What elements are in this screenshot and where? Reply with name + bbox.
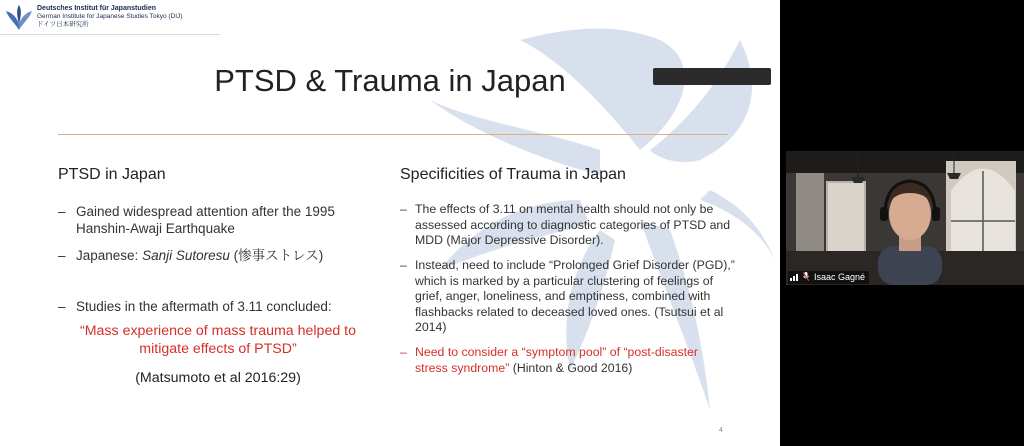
bullet-red-text: Need to consider a “symptom pool” of “post-disaster stress syndrome” [415,345,698,375]
bullet-suffix: (惨事ストレス) [229,248,324,263]
bullet-text: Studies in the aftermath of 3.11 concluded: [76,299,332,314]
title-divider [58,134,728,135]
left-bullet-2 [58,247,368,264]
participant-video-feed [786,151,1024,285]
bullet-dash: – [58,299,66,314]
bullet-text: The effects of 3.11 on mental health should not only be assessed according to diagnostic categories of PTSD and MDD (Major Depressive Disorder). [415,202,731,247]
participant-name-label [788,271,869,284]
bullet-text: Instead, need to include “Prolonged Grief Disorder (PGD),” which is marked by a particular clustering of feelings of grief, anger, loneliness, and emptiness, combined with flashbacks related to deceased loved ones. (Tsutsui et al 2014) [415,258,735,334]
logo-line-3: ドイツ日本研究所 [37,21,89,28]
right-bullet-1 [400,202,735,249]
left-bullet-3 [58,298,378,315]
bullet-dash: – [400,345,407,359]
bullet-dash: – [400,202,407,216]
logo-line-1: Deutsches Institut für Japanstudien [37,5,157,12]
bullet-black-text: (Hinton & Good 2016) [509,360,633,375]
right-column-heading: Specificities of Trauma in Japan [400,166,626,183]
logo-line-2: German Institute for Japanese Studies Tokyo (DIJ) [37,13,183,20]
bullet-dash: – [400,258,407,272]
bullet-italic-term: Sanji Sutoresu [142,248,230,263]
bullet-text: Gained widespread attention after the 1995 Hanshin-Awaji Earthquake [76,204,335,236]
left-bullet-1 [58,203,368,237]
bullet-prefix: Japanese: [76,248,143,263]
page-number: 4 [719,427,723,434]
red-quote: “Mass experience of mass trauma helped to mitigate effects of PTSD” [80,323,356,357]
participant-name: Isaac Gagné [814,272,866,282]
dij-logo [4,3,224,33]
right-bullet-2 [400,258,740,336]
signal-strength-icon [790,272,800,281]
right-bullet-3 [400,345,730,376]
bullet-dash: – [58,248,66,263]
redaction-bar [653,68,771,85]
left-column-heading: PTSD in Japan [58,166,166,183]
dij-ginkgo-logo-icon [4,3,34,33]
quote-citation: (Matsumoto et al 2016:29) [135,370,301,386]
slide-title: PTSD & Trauma in Japan [214,63,566,98]
participant-video-tile[interactable] [786,151,1024,285]
mic-muted-icon [803,272,809,281]
bullet-dash: – [58,204,66,219]
header-rule [0,34,220,35]
